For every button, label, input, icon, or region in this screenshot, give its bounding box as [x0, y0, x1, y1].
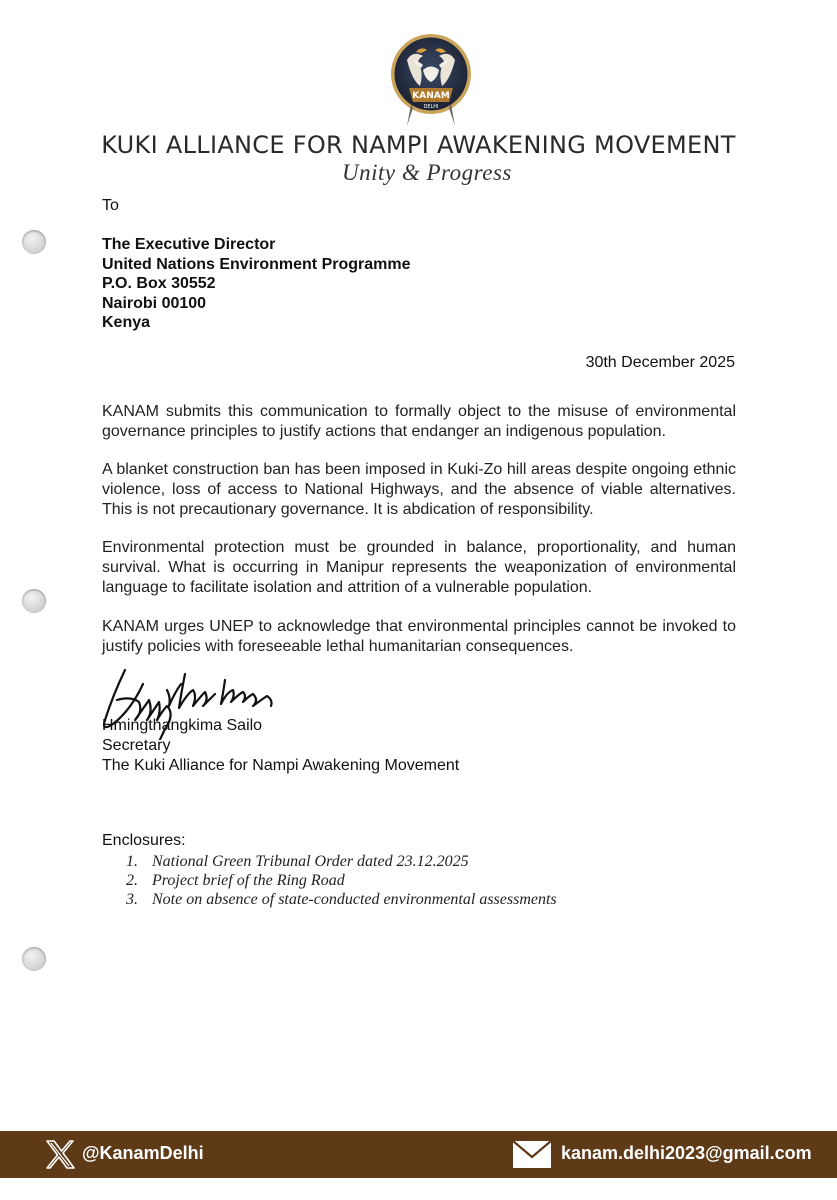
- enclosure-number: 2.: [126, 872, 138, 889]
- enclosure-text: Note on absence of state-conducted environmental assessments: [152, 891, 557, 908]
- letter-date: 30th December 2025: [585, 354, 735, 371]
- punch-hole: [22, 589, 46, 613]
- enclosures-list: [126, 852, 557, 909]
- body-paragraph-4: KANAM urges UNEP to acknowledge that environmental principles cannot be invoked to justify policies with foreseeable lethal humanitarian consequences.: [102, 618, 736, 655]
- body-paragraph-3: Environmental protection must be grounded in balance, proportionality, and human survival. What is occurring in Manipur represents the weaponization of environmental language to facilitate isolation and attrition of a vulnerable population.: [102, 539, 736, 596]
- mail-icon: [512, 1140, 552, 1169]
- email-address[interactable]: kanam.delhi2023@gmail.com: [561, 1143, 812, 1163]
- body-paragraph-2: A blanket construction ban has been imposed in Kuki-Zo hill areas despite ongoing ethnic violence, loss of access to National Highways, and the absence of viable alternatives. This is not precautionary governance. It is abdication of responsibility.: [102, 461, 736, 518]
- enclosure-text: National Green Tribunal Order dated 23.12.2025: [152, 853, 469, 870]
- enclosure-item: [126, 871, 557, 890]
- enclosure-text: Project brief of the Ring Road: [152, 872, 345, 889]
- to-label: To: [102, 197, 119, 214]
- enclosures-title: Enclosures:: [102, 832, 186, 849]
- x-logo-icon: [44, 1138, 77, 1171]
- recipient-line: United Nations Environment Programme: [102, 255, 411, 273]
- recipient-line: Kenya: [102, 314, 151, 331]
- signer-title: Secretary: [102, 737, 171, 754]
- recipient-line: P.O. Box 30552: [102, 275, 216, 292]
- enclosure-item: [126, 852, 557, 871]
- signer-block: [102, 716, 459, 776]
- recipient-line: Nairobi 00100: [102, 294, 207, 312]
- footer-bar: [0, 1131, 837, 1178]
- signer-name: Hmingthangkima Sailo: [102, 717, 263, 734]
- logo-text: KANAM: [412, 91, 450, 101]
- kanam-logo: [389, 30, 473, 130]
- motto: Unity & Progress: [342, 160, 512, 185]
- recipient-address: [102, 235, 411, 333]
- punch-hole: [22, 230, 46, 254]
- enclosure-number: 3.: [126, 891, 138, 908]
- enclosure-number: 1.: [126, 853, 138, 870]
- body-paragraph-1: KANAM submits this communication to formally object to the misuse of environmental governance principles to justify actions that endanger an indigenous population.: [102, 403, 736, 440]
- organization-name: KUKI ALLIANCE FOR NAMPI AWAKENING MOVEMENT: [101, 131, 736, 159]
- enclosure-item: [126, 890, 557, 909]
- x-handle[interactable]: @KanamDelhi: [82, 1143, 204, 1163]
- logo-subtext: DELHI: [423, 104, 439, 110]
- recipient-line: The Executive Director: [102, 236, 276, 253]
- signer-organization: The Kuki Alliance for Nampi Awakening Movement: [102, 757, 460, 774]
- punch-hole: [22, 947, 46, 971]
